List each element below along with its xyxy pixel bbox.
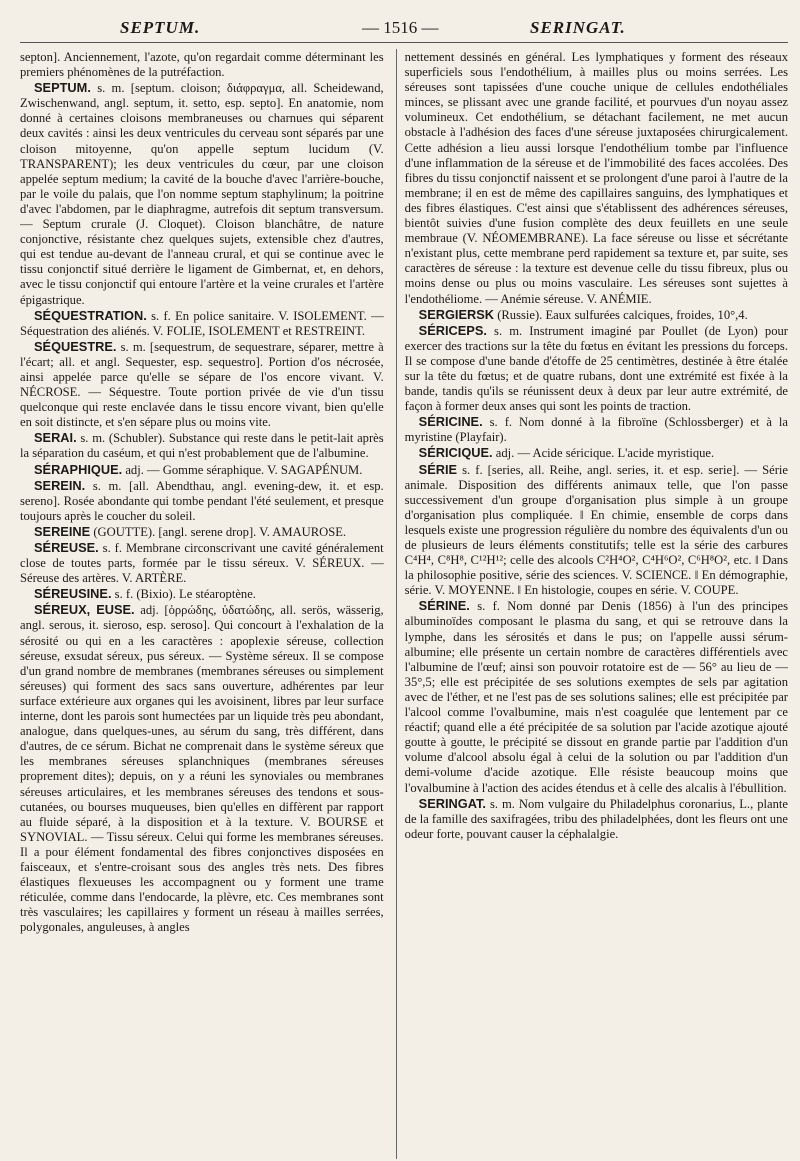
entry-headword: SERGIERSK: [418, 306, 495, 322]
entry-headword: SÉRICINE.: [418, 414, 483, 430]
entry-body: (GOUTTE). [angl. serene drop]. V. AMAUROSE.: [93, 524, 347, 539]
dictionary-entry: [405, 462, 788, 599]
dictionary-entry: [20, 308, 384, 339]
dictionary-entry: [20, 49, 384, 80]
entry-body: s. m. [all. Abendthau, angl. evening-dew, it. et esp. sereno]. Rosée abondante qui tombe pendant l'été seulement, et presque toujours après le coucher du soleil.: [20, 478, 384, 523]
right-column: [403, 49, 788, 1159]
header-first-word: SEPTUM.: [120, 18, 201, 37]
dictionary-entry: [20, 586, 384, 602]
entry-body: adj. — Gomme séraphique. V. SAGAPÉNUM.: [125, 462, 363, 477]
entry-headword: SÉREUX, EUSE.: [34, 602, 135, 618]
page-number: — 1516 —: [362, 18, 439, 37]
dictionary-entry: [20, 462, 384, 478]
entry-body: s. f. Membrane circonscrivant une cavité généralement close de toutes parts, formée par le tissu séreux. V. SÉREUX. — Séreuse des artères. V. ARTÈRE.: [20, 541, 384, 586]
dictionary-entry: [405, 445, 788, 461]
entry-body: (Russie). Eaux sulfurées calciques, froides, 10°,4.: [497, 307, 748, 322]
dictionary-entry: [405, 598, 788, 795]
entry-headword: SERAI.: [34, 430, 77, 446]
entry-headword: SÉQUESTRATION.: [34, 307, 147, 323]
dictionary-entry: [20, 602, 384, 935]
entry-body: s. m. (Schubler). Substance qui reste dans le petit-lait après la séparation du caséum, et qui n'est probablement que de l'albumine.: [20, 431, 384, 461]
entry-body: nettement dessinés en général. Les lymphatiques y forment des réseaux superficiels sous l'endothélium, à mailles plus ou moins serrées. Les séreuses sont tapissées d'une couche unique de cellules endothéliales minces, se plissant avec une grande facilité, et pourvues d'un noyau assez volumineux. Cet endothélium, se détachant facilement, ne met aucun obstacle à l'adhésion des faces d'une séreuse juxtaposées chirurgicalement. Cette adhésion a lieu aussi lorsque l'endothélium tombe par l'influence d'une inflammation de la séreuse et de l'immobilité des faces accolées. Des fibres du tissu conjonctif naissent et se prolongent d'une paroi à l'autre de la membrane; il en est de même des capillaires sanguins, des lymphatiques et des fibres élastiques. C'est ainsi que s'établissent des adhérences séreuses, bientôt suivies d'une fusion complète des deux feuillets en une seule membraue (V. NÉOMEMBRANE). La face séreuse ou lisse et sécrétante n'existant plus, cette membrane perd rapidement sa texture et, par suite, ses caractères de séreuse : la texture est devenue celle du tissu fibreux, plus ou moins dense ou plus ou moins vasculaire. Les séreuses sont sujettes à l'endothéliome. — Anémie séreuse. V. ANÉMIE.: [404, 50, 788, 306]
dictionary-entry: [20, 80, 384, 307]
dictionary-entry: [20, 478, 384, 524]
entry-body: s. f. En police sanitaire. V. ISOLEMENT. — Séquestration des aliénés. V. FOLIE, ISOLEMENT et RESTREINT.: [20, 308, 384, 338]
dictionary-entry: [20, 339, 384, 431]
dictionary-entry: [405, 49, 788, 307]
entry-body: s. f. (Bixio). Le stéaroptène.: [114, 587, 256, 602]
entry-headword: SÉREUSE.: [34, 540, 99, 555]
dictionary-entry: [405, 796, 788, 842]
entry-headword: SÉRICIQUE.: [418, 445, 493, 461]
entry-headword: SÉQUESTRE.: [34, 338, 117, 354]
entry-headword: SÉRAPHIQUE.: [34, 461, 123, 477]
entry-headword: SEREIN.: [34, 477, 86, 493]
dictionary-entry: [20, 430, 384, 461]
entry-headword: SÉRINE.: [418, 598, 470, 614]
entry-headword: SEREINE: [34, 523, 91, 539]
dictionary-entry: [405, 307, 788, 323]
entry-headword: SEPTUM.: [34, 80, 91, 96]
entry-body: s. m. [septum. cloison; διάφραγμα, all. Scheidewand, Zwischenwand, angl. septum, it. setto, esp. septo]. En anatomie, nom donné à certaines cloisons membraneuses ou charnues qui séparent deux cavités : ainsi les deux ventricules du cerveau sont séparés par une cloison mitoyenne, qu'on appelle septum lucidum (V. TRANSPARENT); les deux ventricules du cœur, par une cloison appelée septum medium; la cavité de la bouche d'avec l'arrière-bouche, par le voile du palais, que l'on nomme septum staphylinum; la poitrine d'avec l'abdomen, par le diaphragme, autrefois dit septum transversum. — Septum crurale (J. Cloquet). Cloison blanchâtre, de nature conjonctive, résistante chez quelques sujets, extensible chez d'autres, qui est tendue au-devant de l'anneau crural, et qui se continue avec le tissu conjonctif situé derrière le ligament de Gimbernat, et, en dehors, avec le tissu conjonctif qui entoure l'artère et la veine crurales et l'artère épigastrique.: [20, 81, 384, 307]
entry-body: s. f. Nom donné à la fibroïne (Schlossberger) et à la myristine (Playfair).: [404, 415, 788, 445]
entry-body: s. m. Instrument imaginé par Poullet (de Lyon) pour exercer des tractions sur la tête du fœtus en évitant les pressions du forceps. Il se compose d'une bande d'étoffe de 25 centimètres, destinée à être étalée sur la tête du fœtus; et de quatre rubans, dont une extrémité est fixée à la bande, tandis qu'ils se réunissent deux à deux par leur autre extrémité, de façon à former deux anses qui sont les points de traction.: [404, 323, 788, 414]
column-divider: [396, 49, 397, 1159]
entry-body: adj. — Acide séricique. L'acide myristique.: [495, 446, 715, 461]
entry-body: s. f. [series, all. Reihe, angl. series, it. et esp. serie]. — Série animale. Disposition des différents animaux telle, que l'on passe successivement d'un groupe d'organisation plus simple à un groupe d'organisation plus compliquée. ‖ En chimie, ensemble de corps dans lesquels existe une progression régulière du nombre des équivalents d'un ou de plusieurs de leurs éléments constitutifs; telle est la série des carbures C⁴H⁴, C⁸H⁸, C¹²H¹²; celle des alcools C²H⁴O², C⁴H⁶O², C⁶H⁸O², etc. ‖ Dans la philosophie positive, série des sciences. V. SCIENCE. ‖ En démographie, série. V. MOYENNE. ‖ En histologie, coupes en série. V. COUPE.: [404, 462, 788, 598]
entry-headword: SÉREUSINE.: [34, 586, 112, 602]
entry-headword: SÉRIE: [418, 461, 458, 477]
entry-headword: SÉRICEPS.: [418, 322, 487, 338]
entry-body: adj. [ὀρρώδης, ὑδατώδης, all. serös, wässerig, angl. serous, it. sieroso, esp. seroso]. Qui concourt à l'exhalation de la sérosité ou qui en a les caractères : apoplexie séreuse, collection séreuse, exsudat séreux, pus séreux. — Système séreux. Il se compose d'un grand nombre de membranes (membranes séreuses ou simplement séreuses) qui forment des sacs sans ouverture, adhérentes par leur surface extérieure aux organes qui les avoisinent, libres par leur surface interne, dont les parois sont humectées par un liquide très peu abondant, analogue, dans quelques-unes, au sérum du sang, très différent, dans d'autres, de ce sérum. Bichat ne comprenait dans le système séreux que les membranes séreuses splanchniques (membranes séreuses proprement dites); depuis, on y a réuni les synoviales ou membranes séreuses articulaires, et les membranes séreuses des tendons et sous-cutanées, ou bourses muqueuses, bien qu'elles en diffèrent par rapport au fluide séparé, à la disposition et à la texture. V. BOURSE et SYNOVIAL. — Tissu séreux. Celui qui forme les membranes séreuses. Il a pour élément fondamental des fibres conjonctives disposées en faisceaux, et s'entre-croisant sous des angles très nets. Des fibres élastiques flexueuses les accompagnent ou y forment une trame réticulée, comme dans l'endocarde, la plèvre, etc. Ces membranes sont très vasculaires; les capillaires y forment un réseau à mailles serrées, polygonales, anguleuses, à angles: [20, 603, 384, 935]
entry-body: s. m. Nom vulgaire du Philadelphus coronarius, L., plante de la famille des saxifragées, tribu des philadelphées, dont les fleurs ont une odeur forte, pouvant causer la céphalalgie.: [404, 796, 788, 841]
dictionary-entry: [20, 524, 384, 540]
entry-headword: SERINGAT.: [418, 795, 486, 811]
entry-body: septon]. Anciennement, l'azote, qu'on regardait comme déterminant les premiers phénomènes de la putréfaction.: [20, 50, 384, 80]
dictionary-entry: [20, 540, 384, 586]
running-header: [20, 14, 788, 43]
entry-body: s. f. Nom donné par Denis (1856) à l'un des principes albuminoïdes composant le plasma du sang, et qui se retrouve dans la lymphe, dans les sérosités et dans le pus; on l'appelle aussi sérum-albumine; elle présente un certain nombre de caractères différentiels avec l'albumine de l'œuf; ainsi son pouvoir rotatoire est de — 56° au lieu de — 35°,5; elle est précipitée de ses solutions exemptes de sels par agitation avec de l'éther, et ne l'est pas de ses solutions salines; elle est précipitée par l'alcool comme l'ovalbumine, mais n'est coagulée que lentement par ce réactif; quand elle a été précipitée de sa solution par l'acide azotique ajouté goutte à goutte, le précipité se dissout en grande partie par l'addition d'un volume d'alcool absolu égal à celui de la solution ou par l'addition d'un demi-volume d'acide azotique. Elle résiste beaucoup moins que l'ovalbumine à l'action des acides étendus et à celle des alcalis à l'ébullition.: [404, 599, 788, 795]
dictionary-entry: [405, 323, 788, 415]
text-columns: [20, 49, 788, 1159]
left-column: [20, 49, 390, 1159]
dictionary-entry: [405, 414, 788, 445]
header-last-word: SERINGAT.: [530, 18, 626, 37]
entry-body: s. m. [sequestrum, de sequestrare, séparer, mettre à l'écart; all. et angl. Sequester, esp. sequestro]. Portion d'os nécrosée, ainsi appelée parce qu'elle se sépare de l'os encore vivant. V. NÉCROSE. — Séquestre. Toute portion privée de vie d'un tissu quelconque qui reste enclavée dans le tissu encore vivant, bien qu'elle en soit distincte, et s'en sépare plus ou moins vite.: [20, 339, 384, 430]
